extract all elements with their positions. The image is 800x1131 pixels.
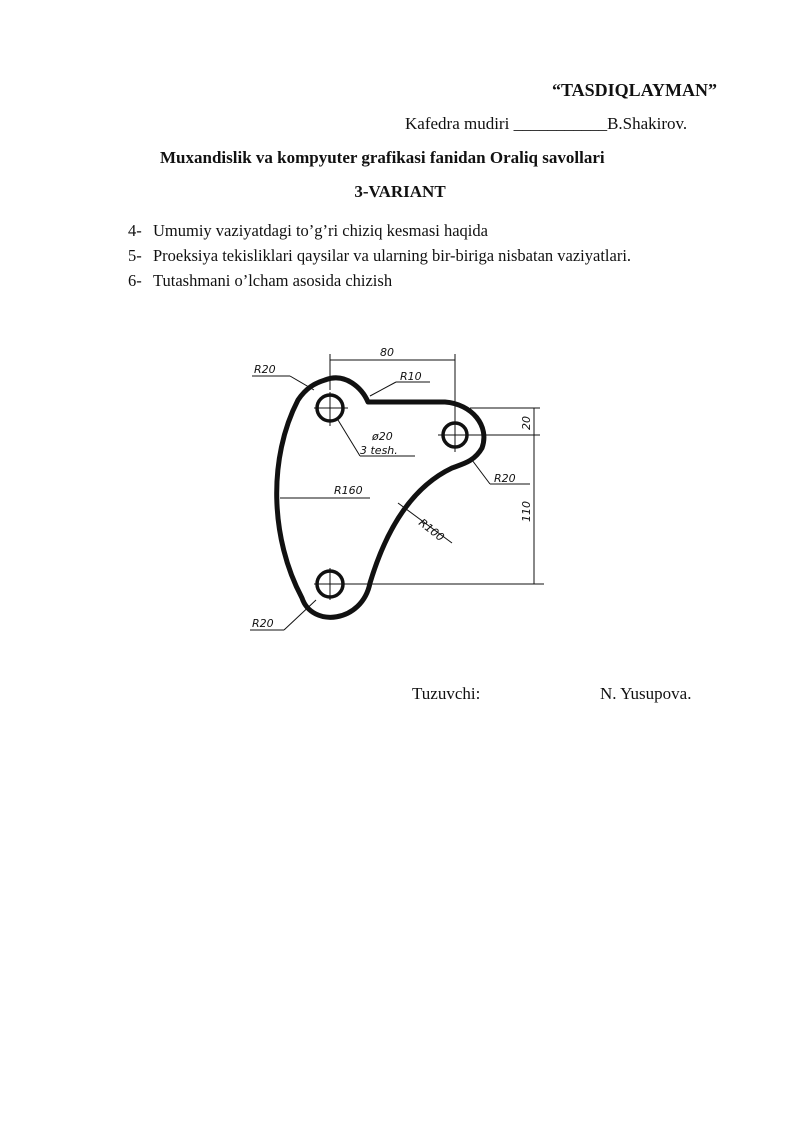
question-number: 5- bbox=[128, 246, 142, 265]
question-text: Umumiy vaziyatdagi to’g’ri chiziq kesmasi haqida bbox=[153, 221, 488, 240]
author-label: Tuzuvchi: bbox=[412, 684, 481, 703]
question-number: 4- bbox=[128, 221, 142, 240]
question-item bbox=[128, 221, 488, 241]
author-name: N. Yusupova. bbox=[600, 684, 692, 703]
question-item bbox=[128, 271, 392, 291]
head-of-department-line: Kafedra mudiri ___________B.Shakirov. bbox=[405, 114, 688, 133]
question-text: Tutashmani o’lcham asosida chizish bbox=[153, 271, 393, 290]
subject-title: Muxandislik va kompyuter grafikasi fanidan Oraliq savollari bbox=[160, 148, 605, 167]
technical-drawing bbox=[220, 338, 560, 638]
dim-110-label: 110 bbox=[520, 501, 533, 522]
r100-label: R100 bbox=[416, 516, 447, 544]
question-number: 6- bbox=[128, 271, 142, 290]
holes-count-label: 3 tesh. bbox=[360, 444, 398, 457]
diameter-label: ø20 bbox=[372, 430, 393, 443]
r20-top-label: R20 bbox=[254, 363, 276, 376]
dimension-80 bbox=[330, 354, 455, 418]
question-text: Proeksiya tekisliklari qaysilar va ularning bir-biriga nisbatan vaziyatlari. bbox=[153, 246, 632, 265]
r10-label: R10 bbox=[400, 370, 422, 383]
r20-bottom-label: R20 bbox=[252, 617, 274, 630]
question-item bbox=[128, 246, 631, 266]
dim-80-label: 80 bbox=[380, 346, 394, 359]
r160-label: R160 bbox=[334, 484, 363, 497]
approval-stamp-text: “TASDIQLAYMAN” bbox=[552, 80, 718, 100]
r20-right-label: R20 bbox=[494, 472, 516, 485]
variant-title: 3-VARIANT bbox=[354, 182, 446, 201]
dim-20-label: 20 bbox=[520, 416, 533, 430]
